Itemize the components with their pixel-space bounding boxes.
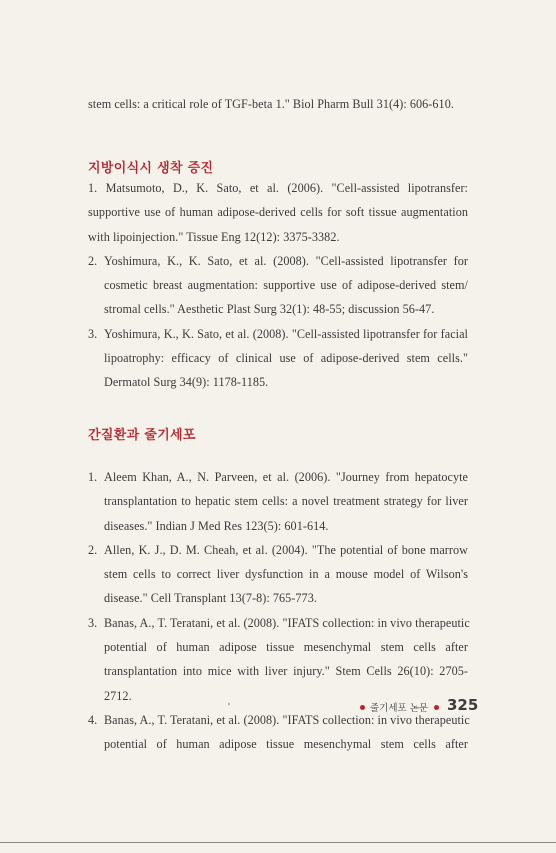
reference-item — [88, 176, 468, 249]
reference-number: 1. — [88, 181, 98, 195]
reference-line: disease." Cell Transplant 13(7-8): 765-773. — [104, 591, 317, 606]
bullet-dot-icon — [434, 705, 439, 710]
reference-line: cosmetic breast augmentation: supportive use of adipose-derived stem/ — [104, 278, 468, 293]
reference-number: 3. — [88, 326, 98, 341]
reference-number: 1. — [88, 470, 98, 484]
reference-line: transplantation into mice with liver injury." Stem Cells 26(10): 2705- — [104, 664, 468, 679]
reference-line: transplantation to hepatic stem cells: a novel treatment strategy for liver — [104, 494, 468, 509]
reference-item — [88, 465, 468, 538]
reference-line: Dermatol Surg 34(9): 1178-1185. — [104, 375, 269, 390]
reference-line: Banas, A., T. Teratani, et al. (2008). "IFATS collection: in vivo therapeutic — [104, 712, 470, 727]
reference-item — [88, 322, 468, 395]
page-number: 325 — [447, 696, 479, 714]
page-footer — [360, 698, 480, 718]
reference-line: Allen, K. J., D. M. Cheah, et al. (2004). "The potential of bone marrow — [104, 542, 468, 557]
reference-number: 3. — [88, 615, 98, 630]
reference-list-fat-graft — [88, 176, 468, 395]
reference-line: Yoshimura, K., K. Sato, et al. (2008). "Cell-assisted lipotransfer for — [104, 253, 468, 268]
reference-line — [88, 176, 468, 200]
reference-number: 2. — [88, 542, 98, 557]
print-speck — [228, 703, 230, 705]
intro-line: stem cells: a critical role of TGF-beta 1." Biol Pharm Bull 31(4): 606-610. — [88, 97, 454, 111]
reference-line: Yoshimura, K., K. Sato, et al. (2008). "Cell-assisted lipotransfer for facial — [104, 326, 468, 341]
reference-line: stromal cells." Aesthetic Plast Surg 32(1): 48-55; discussion 56-47. — [104, 302, 435, 317]
reference-item — [88, 538, 468, 611]
reference-item — [88, 611, 468, 708]
scan-edge-line — [0, 842, 556, 843]
reference-line: with lipoinjection." Tissue Eng 12(12): 3375-3382. — [88, 229, 340, 244]
bullet-dot-icon — [360, 705, 365, 710]
footer-section-label: 줄기세포 논문 — [370, 703, 429, 714]
reference-line: lipoatrophy: efficacy of clinical use of adipose-derived stem cells." — [104, 351, 468, 366]
reference-line: potential of human adipose tissue mesenchymal stem cells after — [104, 737, 468, 752]
reference-line: supportive use of human adipose-derived cells for soft tissue augmentation — [88, 205, 468, 220]
reference-number: 4. — [88, 712, 98, 727]
section-heading-fat-graft: 지방이식시 생착 증진 — [88, 161, 214, 176]
reference-line: potential of human adipose tissue mesenchymal stem cells after — [104, 640, 468, 655]
reference-text: Matsumoto, D., K. Sato, et al. (2006). "Cell-assisted lipotransfer: — [105, 181, 468, 195]
reference-line: Aleem Khan, A., N. Parveen, et al. (2006). "Journey from hepatocyte — [104, 470, 468, 484]
reference-line: 2712. — [104, 688, 132, 703]
intro-continuation — [88, 92, 468, 116]
section-heading-liver-disease: 간질환과 줄기세포 — [88, 428, 196, 443]
reference-number: 2. — [88, 253, 98, 268]
reference-line: stem cells to correct liver dysfunction in a mouse model of Wilson's — [104, 567, 468, 582]
reference-item — [88, 249, 468, 322]
reference-line: Banas, A., T. Teratani, et al. (2008). "IFATS collection: in vivo therapeutic — [104, 615, 470, 630]
reference-line: diseases." Indian J Med Res 123(5): 601-614. — [104, 518, 329, 533]
